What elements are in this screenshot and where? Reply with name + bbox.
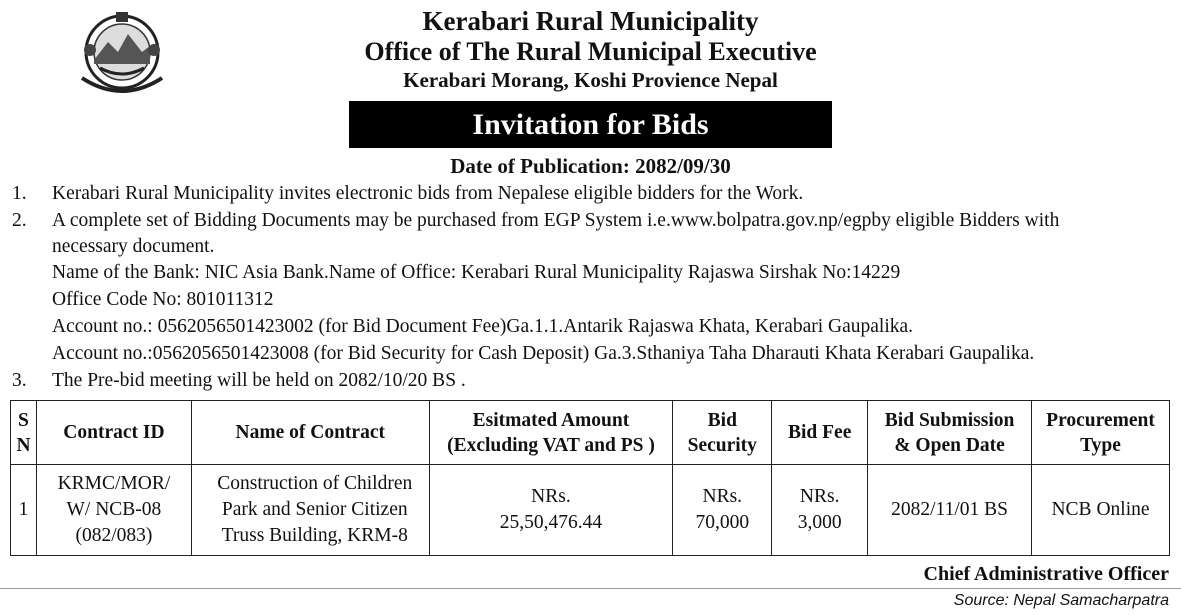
header-contract-name: Name of Contract [191, 401, 429, 465]
bank-details: Name of the Bank: NIC Asia Bank.Name of Office: Kerabari Rural Municipality Rajaswa Sirshak No:14229 [52, 262, 901, 283]
header-procurement-line2: Type [1080, 434, 1121, 456]
security-value: 70,000 [695, 512, 750, 533]
item-2-text: A complete set of Bidding Documents may be purchased from EGP System i.e.www.bolpatra.gov.np/egpby eligible Bidders with [52, 210, 1060, 231]
cell-contract-name [191, 465, 429, 556]
item-1-text: Kerabari Rural Municipality invites electronic bids from Nepalese eligible bidders for the Work. [52, 183, 804, 204]
municipality-name: Kerabari Rural Municipality [422, 6, 759, 36]
cell-contract-id [36, 465, 191, 556]
header-security-line2: Security [687, 434, 757, 456]
security-currency: NRs. [702, 486, 743, 507]
office-name: Office of The Rural Municipal Executive [364, 37, 817, 66]
header-submission-line2: & Open Date [894, 434, 1005, 456]
item-number-2: 2. [12, 210, 27, 231]
signatory-title: Chief Administrative Officer [923, 563, 1169, 585]
header-bid-fee: Bid Fee [772, 401, 868, 465]
office-code: Office Code No: 801011312 [52, 289, 274, 310]
cell-bid-fee [772, 465, 868, 556]
account-bid-security: Account no.:0562056501423008 (for Bid Security for Cash Deposit) Ga.3.Sthaniya Taha Dharauti Khata Kerabari Gaupalika. [52, 343, 1035, 364]
cell-bid-security [673, 465, 772, 556]
header-procurement-type [1032, 401, 1170, 465]
office-address: Kerabari Morang, Koshi Provience Nepal [403, 68, 778, 92]
contract-id-line3: (082/083) [75, 525, 153, 546]
header-amount-line2: (Excluding VAT and PS ) [447, 434, 655, 456]
header-sn-line2: N [16, 434, 31, 456]
bid-table [10, 400, 1170, 556]
header-security-line1: Bid [707, 409, 737, 431]
contract-id-line2: W/ NCB-08 [66, 499, 162, 520]
cell-estimated-amount [429, 465, 673, 556]
header-sn-line1: S [18, 409, 29, 431]
contract-name-line3: Truss Building, KRM-8 [221, 525, 408, 546]
contract-id-line1: KRMC/MOR/ [57, 473, 171, 494]
header-submission-line1: Bid Submission [884, 409, 1015, 431]
account-bid-document-fee: Account no.: 0562056501423002 (for Bid Document Fee)Ga.1.1.Antarik Rajaswa Khata, Kerabari Gaupalika. [52, 316, 914, 337]
header-sn [11, 401, 37, 465]
item-2-text-continued: necessary document. [52, 236, 215, 257]
header-submission-date [868, 401, 1032, 465]
fee-value: 3,000 [797, 512, 842, 533]
cell-sn: 1 [11, 465, 37, 556]
table-header-row [11, 401, 1170, 465]
contract-name-line2: Park and Senior Citizen [221, 499, 408, 520]
publication-date: Date of Publication: 2082/09/30 [450, 154, 731, 178]
notice-title-banner: Invitation for Bids [349, 101, 832, 148]
source-credit: Source: Nepal Samacharpatra [953, 592, 1169, 609]
amount-value: 25,50,476.44 [499, 512, 603, 533]
item-number-3: 3. [12, 370, 27, 391]
cell-submission-date: 2082/11/01 BS [868, 465, 1032, 556]
fee-currency: NRs. [799, 486, 840, 507]
footer-divider [0, 588, 1181, 589]
cell-procurement-type: NCB Online [1032, 465, 1170, 556]
header-procurement-line1: Procurement [1046, 409, 1155, 431]
table-row [11, 465, 1170, 556]
item-3-text: The Pre-bid meeting will be held on 2082/10/20 BS . [52, 370, 466, 391]
header-estimated-amount [429, 401, 673, 465]
item-number-1: 1. [12, 183, 27, 204]
header-contract-id: Contract ID [36, 401, 191, 465]
contract-name-line1: Construction of Children [217, 473, 413, 494]
header-amount-line1: Esitmated Amount [472, 409, 630, 431]
amount-currency: NRs. [531, 486, 571, 507]
header-bid-security [673, 401, 772, 465]
